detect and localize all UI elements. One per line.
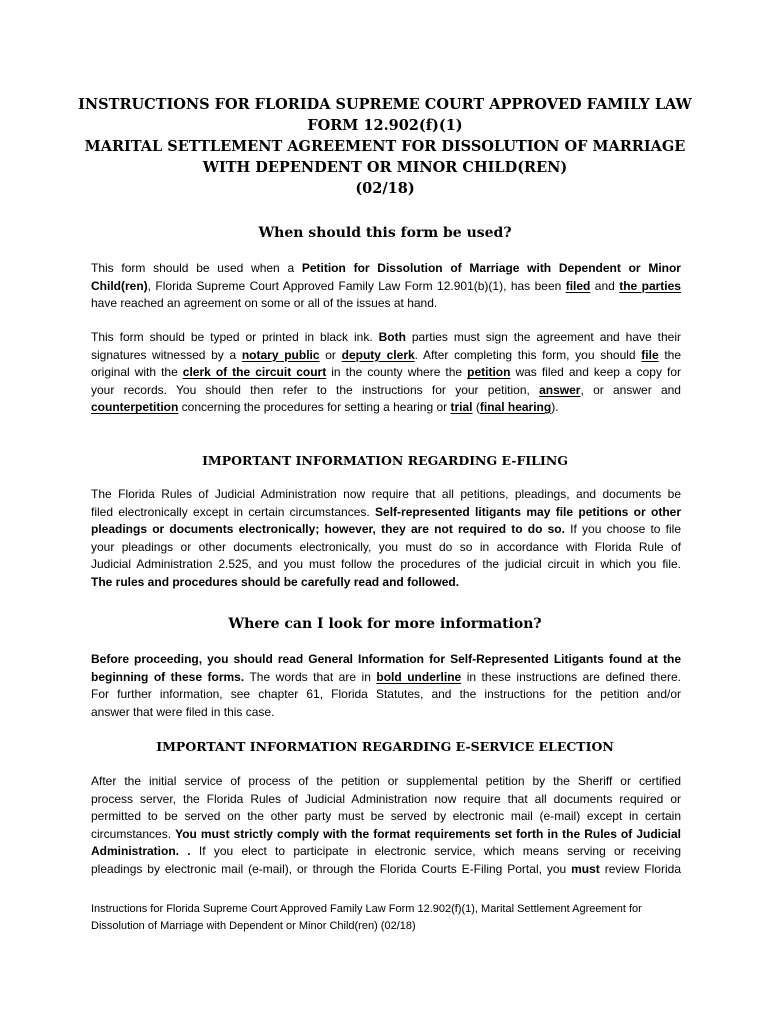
title-line: MARITAL SETTLEMENT AGREEMENT FOR DISSOLUTION OF MARRIAGE — [84, 138, 686, 155]
defined-term-clerk-circuit-court: clerk of the circuit court — [182, 365, 327, 379]
footer-line: Instructions for Florida Supreme Court Approved Family Law Form 12.902(f)(1), Marital Settlement Agreement for — [91, 903, 642, 915]
defined-term-final-hearing: final hearing — [479, 400, 552, 414]
paragraph-e-filing: The Florida Rules of Judicial Administration now require that all petitions, pleadings, and documents be filed electronically except in certain circumstances. Self-represented litigants may file petitions or other pleadings or documents electronically; however, they are not required to do so. If you choose to file your pleadings or other documents electronically, you must do so in accordance with Florida Rule of Judicial Administration 2.525, and you must follow the procedures of the judicial circuit in which you file. The rules and procedures should be carefully read and followed. — [91, 487, 682, 589]
defined-term-answer: answer — [539, 382, 581, 397]
paragraph-form-instructions: This form should be typed or printed in black ink. Both parties must sign the agreement and have their signatures witnessed by a notary public or deputy clerk. After completing this form, you should file the original with the clerk of the circuit court in the county where the petition was filed and keep a copy for your records. You should then refer to the instructions for your petition, answer, or answer and counterpetition concerning the procedures for setting a hearing or trial (final hearing). — [91, 330, 682, 414]
section-heading-more-information: Where can I look for more information? — [228, 616, 542, 632]
paragraph-e-service: After the initial service of process of the petition or supplemental petition by the Sheriff or certified process server, the Florida Rules of Judicial Administration now require that all documents required or permitted to be served on the other party must be served by electronic mail (e-mail) except in certain circumstances. You must strictly comply with the format requirements set forth in the Rules of Judicial Administration. . If you elect to participate in electronic service, which means serving or receiving pleadings by electronic mail (e-mail), or through the Florida Courts E-Filing Portal, you must review Florida — [91, 774, 681, 876]
title-line: FORM 12.902(f)(1) — [307, 117, 463, 134]
section-heading-when-used: When should this form be used? — [258, 225, 512, 241]
footer-line: Dissolution of Marriage with Dependent or Minor Child(ren) (02/18) — [91, 920, 416, 932]
defined-term-filed: filed — [565, 278, 591, 293]
defined-term-counterpetition: counterpetition — [91, 400, 179, 414]
page-footer — [91, 901, 691, 935]
defined-term-petition: petition — [467, 365, 511, 379]
defined-term-notary-public: notary public — [241, 347, 320, 362]
section-heading-e-filing: IMPORTANT INFORMATION REGARDING E-FILING — [202, 453, 568, 468]
defined-term-trial: trial — [450, 400, 473, 414]
defined-term-deputy-clerk: deputy clerk — [341, 347, 415, 362]
section-heading-e-service: IMPORTANT INFORMATION REGARDING E-SERVICE ELECTION — [156, 739, 614, 754]
defined-term-file: file — [641, 347, 659, 362]
defined-term-bold-underline: bold underline — [376, 669, 462, 684]
title-line: WITH DEPENDENT OR MINOR CHILD(REN) — [202, 159, 568, 176]
document-title — [60, 94, 710, 199]
title-line: (02/18) — [355, 180, 415, 197]
paragraph-more-information: Before proceeding, you should read General Information for Self-Represented Litigants found at the beginning of these forms. The words that are in bold underline in these instructions are defined there. For further information, see chapter 61, Florida Statutes, and the instructions for the petition and/or answer that were filed in this case. — [91, 652, 682, 719]
paragraph-when-used: This form should be used when a Petition for Dissolution of Marriage with Dependent or Minor Child(ren), Florida Supreme Court Approved Family Law Form 12.901(b)(1), has been filed and the parties have reached an agreement on some or all of the issues at hand. — [91, 261, 681, 310]
defined-term-the-parties: the parties — [619, 278, 681, 293]
title-line: INSTRUCTIONS FOR FLORIDA SUPREME COURT APPROVED FAMILY LAW — [78, 96, 692, 113]
